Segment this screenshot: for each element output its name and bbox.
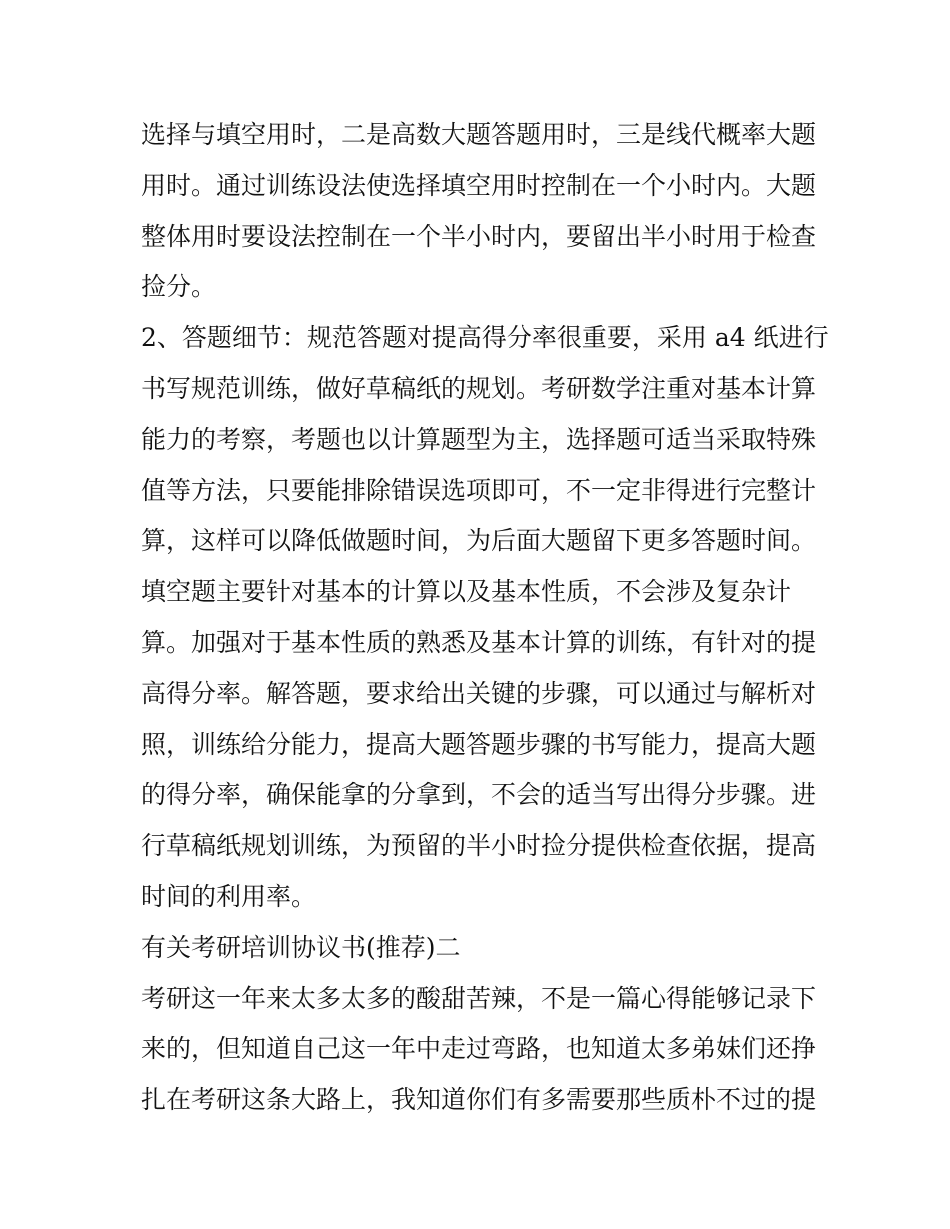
- text-line: 照，训练给分能力，提高大题答题步骤的书写能力，提高大题: [141, 729, 817, 759]
- document-body: [141, 110, 829, 1126]
- section-heading: 有关考研培训协议书(推荐)二: [141, 932, 461, 962]
- text-line: 扎在考研这条大路上，我知道你们有多需要那些质朴不过的提: [141, 1085, 817, 1115]
- text-line: 高得分率。解答题，要求给出关键的步骤，可以通过与解析对: [141, 678, 817, 708]
- text-line: 算，这样可以降低做题时间，为后面大题留下更多答题时间。: [141, 526, 817, 556]
- text-line: 值等方法，只要能排除错误选项即可，不一定非得进行完整计: [141, 475, 817, 505]
- text-line: 选择与填空用时，二是高数大题答题用时，三是线代概率大题: [141, 120, 817, 149]
- text-line: 考研这一年来太多太多的酸甜苦辣，不是一篇心得能够记录下: [141, 983, 817, 1013]
- text-line: 2、答题细节：规范答题对提高得分率很重要，采用 a4 纸进行: [141, 323, 829, 353]
- text-line: 整体用时要设法控制在一个半小时内，要留出半小时用于检查: [141, 221, 817, 251]
- text-line: 填空题主要针对基本的计算以及基本性质，不会涉及复杂计: [141, 577, 792, 607]
- text-line: 用时。通过训练设法使选择填空用时控制在一个小时内。大题: [141, 170, 817, 200]
- text-line: 时间的利用率。: [141, 881, 317, 911]
- text-line: 来的，但知道自己这一年中走过弯路，也知道太多弟妹们还挣: [141, 1034, 817, 1064]
- text-line: 算。加强对于基本性质的熟悉及基本计算的训练，有针对的提: [141, 627, 817, 657]
- text-line: 捡分。: [141, 272, 217, 302]
- text-line: 能力的考察，考题也以计算题型为主，选择题可适当采取特殊: [141, 424, 817, 454]
- text-line: 的得分率，确保能拿的分拿到，不会的适当写出得分步骤。进: [141, 780, 817, 810]
- text-line: 书写规范训练，做好草稿纸的规划。考研数学注重对基本计算: [141, 373, 817, 403]
- text-line: 行草稿纸规划训练，为预留的半小时捡分提供检查依据，提高: [141, 831, 817, 861]
